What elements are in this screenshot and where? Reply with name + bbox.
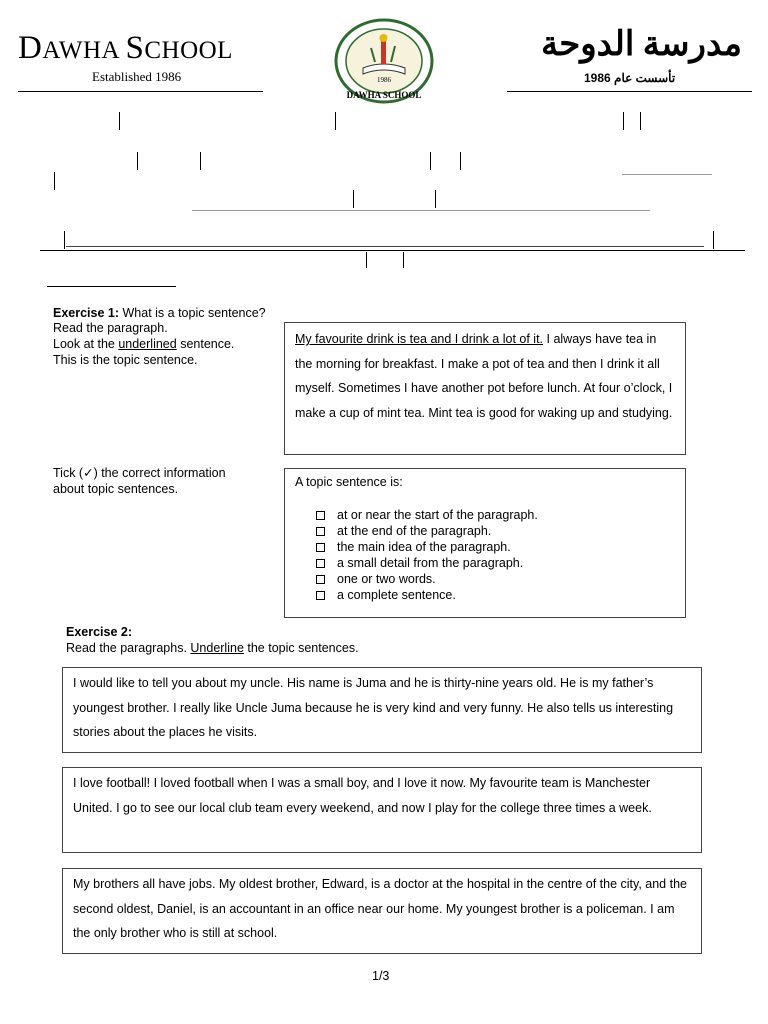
form-tick [403,252,404,268]
checkbox-6[interactable] [316,591,325,600]
ex2-instr-underlined: Underline [190,641,244,655]
form-tick [137,152,138,170]
page-number: 1/3 [372,969,390,983]
exercise1-instruction-3: This is the topic sentence. [53,353,198,367]
option-label: a complete sentence. [337,588,456,602]
form-line [192,210,650,211]
checkbox-2[interactable] [316,527,325,536]
checkmark-icon: ✓ [83,466,94,480]
form-tick [623,112,624,130]
header-right-rule [507,91,752,92]
form-tick [54,172,55,190]
header-left-rule [18,91,263,92]
checkbox-4[interactable] [316,559,325,568]
form-tick [430,152,431,170]
school-name [18,30,233,67]
exercise2-paragraph-box-2 [62,767,702,853]
option-label: at or near the start of the paragraph. [337,508,538,522]
form-line [66,246,704,247]
form-tick [335,112,336,130]
form-tick [200,152,201,170]
form-tick [119,112,120,130]
form-tick [353,190,354,208]
exercise2-paragraph-box-1 [62,667,702,753]
exercise1-instruction-1: Read the paragraph. [53,321,168,335]
form-line [622,174,712,175]
header-separator [40,250,745,251]
exercise2-paragraph-2[interactable]: I love football! I loved football when I was a small boy, and I love it now. My favourite team is Manchester United. I go to see our local club team every weekend, and now I play for the college three times a week. [73,776,652,815]
exercise1-paragraph-box [284,322,686,455]
arabic-established-text: تأسست عام 1986 [584,71,676,85]
form-tick [713,231,714,249]
school-name-initial-1: D [18,30,43,66]
established-text: Established 1986 [92,69,182,84]
exercise2-paragraph-1[interactable]: I would like to tell you about my uncle. His name is Juma and he is thirty-nine years old. He is my father’s youngest brother. I really like Uncle Juma because he is very kind and very funny. He also tells us interesting stories about the places he visits. [73,676,674,739]
form-tick [460,152,461,170]
option-row [316,571,436,587]
option-row [316,539,511,555]
form-tick [435,190,436,208]
option-label: the main idea of the paragraph. [337,540,511,554]
options-box-title: A topic sentence is: [295,475,403,489]
instr2-a: Look at the [53,337,119,351]
logo-school-text: DAWHA SCHOOL [346,90,422,100]
option-row [316,523,491,539]
option-row [316,555,523,571]
form-tick [366,252,367,268]
exercise1-question: What is a topic sentence? [119,306,266,320]
topic-sentence-options-box [284,468,686,618]
arabic-school-name: مدرسة الدوحة [540,26,742,63]
option-label: at the end of the paragraph. [337,524,492,538]
checkbox-3[interactable] [316,543,325,552]
exercise1-heading [53,305,266,321]
school-logo [333,18,435,104]
tick-b: ) the correct information [93,466,226,480]
exercise2-paragraph-box-3 [62,868,702,954]
ex2-instr-a: Read the paragraphs. [66,641,191,655]
school-name-part-2: CHOOL [144,37,233,64]
ex2-instr-b: the topic sentences. [243,641,359,655]
school-name-initial-2: S [125,30,145,66]
option-label: one or two words. [337,572,436,586]
instr2-underlined: underlined [118,337,177,351]
tick-instruction-1 [53,465,226,481]
topic-sentence-underlined: My favourite drink is tea and I drink a lot of it. [295,332,544,346]
logo-year: 1986 [377,76,391,84]
checkbox-1[interactable] [316,511,325,520]
exercise1-title: Exercise 1: [53,306,120,320]
exercise2-paragraph-3[interactable]: My brothers all have jobs. My oldest brother, Edward, is a doctor at the hospital in the centre of the city, and the second oldest, Daniel, is an accountant in an office near our home. My youngest brother is a policeman. I am the only brother who is still at school. [73,877,687,940]
option-label: a small detail from the paragraph. [337,556,524,570]
exercise1-paragraph [295,327,675,425]
option-row [316,587,456,603]
instr2-b: sentence. [176,337,235,351]
form-line [47,286,176,287]
option-row [316,507,538,523]
exercise1-instruction-2 [53,336,234,352]
form-tick [640,112,641,130]
school-name-part-1: AWHA [42,37,126,64]
exercise2-instruction [66,640,359,656]
tick-a: Tick ( [53,466,84,480]
paragraph-rest: I always have tea in the morning for breakfast. I make a pot of tea and then I drink it all myself. Sometimes I have another pot before lunch. At four o’clock, I make a cup of mint tea. Mint tea is good for waking up and studying. [295,332,673,420]
checkbox-5[interactable] [316,575,325,584]
exercise2-title: Exercise 2: [66,625,133,639]
tick-instruction-2: about topic sentences. [53,482,179,496]
form-tick [64,231,65,249]
